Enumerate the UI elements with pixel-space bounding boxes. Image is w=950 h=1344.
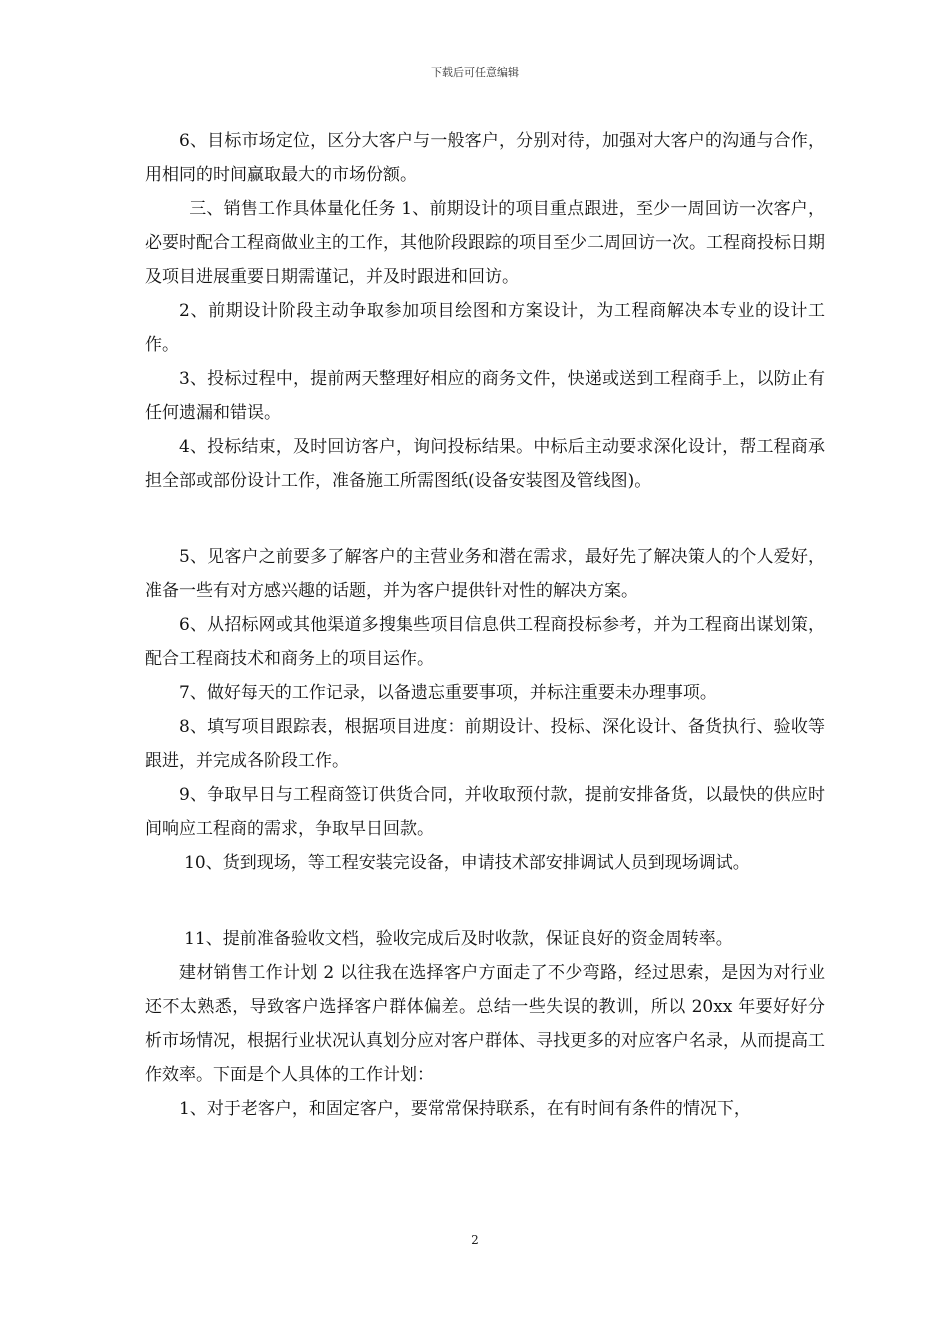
paragraph: 11、提前准备验收文档，验收完成后及时收款，保证良好的资金周转率。	[184, 929, 733, 949]
paragraph: 三、销售工作具体量化任务 1、前期设计的项目重点跟进，至少一周回访一次客户，必要时配合工程商做业主的工作，其他阶段跟踪的项目至少二周回访一次。工程商投标日期及项目进展重要日期需谨记，并及时跟进和回访。	[145, 199, 825, 287]
document-body	[145, 124, 825, 1126]
paragraph: 2、前期设计阶段主动争取参加项目绘图和方案设计，为工程商解决本专业的设计工作。	[145, 301, 825, 355]
page-number: 2	[471, 1233, 479, 1247]
paragraph: 3、投标过程中，提前两天整理好相应的商务文件，快递或送到工程商手上，以防止有任何遗漏和错误。	[145, 369, 825, 423]
paragraph-spacer	[145, 880, 825, 922]
paragraph: 建材销售工作计划 2 以往我在选择客户方面走了不少弯路，经过思索，是因为对行业还不太熟悉，导致客户选择客户群体偏差。总结一些失误的教训，所以 20xx 年要好好分析市场情况，根据行业状况认真划分应对客户群体、寻找更多的对应客户名录，从而提高工作效率。下面是个人具体的工作计划：	[145, 963, 825, 1085]
paragraph-spacer	[145, 498, 825, 540]
paragraph: 5、见客户之前要多了解客户的主营业务和潜在需求，最好先了解决策人的个人爱好，准备一些有对方感兴趣的话题，并为客户提供针对性的解决方案。	[145, 547, 825, 601]
paragraph: 1、对于老客户，和固定客户，要常常保持联系，在有时间有条件的情况下，	[179, 1099, 751, 1119]
paragraph: 10、货到现场，等工程安装完设备，申请技术部安排调试人员到现场调试。	[184, 853, 750, 873]
paragraph: 6、从招标网或其他渠道多搜集些项目信息供工程商投标参考，并为工程商出谋划策，配合工程商技术和商务上的项目运作。	[145, 615, 825, 669]
paragraph: 8、填写项目跟踪表，根据项目进度：前期设计、投标、深化设计、备货执行、验收等跟进，并完成各阶段工作。	[145, 717, 825, 771]
paragraph: 6、目标市场定位，区分大客户与一般客户，分别对待，加强对大客户的沟通与合作，用相同的时间赢取最大的市场份额。	[145, 131, 825, 185]
page-header: 下载后可任意编辑	[431, 66, 519, 79]
paragraph: 9、争取早日与工程商签订供货合同，并收取预付款，提前安排备货，以最快的供应时间响应工程商的需求，争取早日回款。	[145, 785, 825, 839]
paragraph: 7、做好每天的工作记录，以备遗忘重要事项，并标注重要未办理事项。	[179, 683, 717, 703]
paragraph: 4、投标结束，及时回访客户，询问投标结果。中标后主动要求深化设计，帮工程商承担全部或部份设计工作，准备施工所需图纸(设备安装图及管线图)。	[145, 437, 825, 491]
